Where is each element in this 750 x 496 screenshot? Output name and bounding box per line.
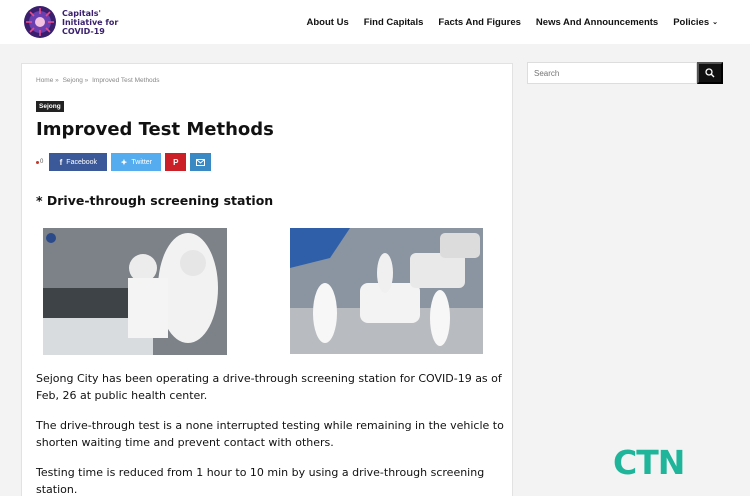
- twitter-share-label: Twitter: [131, 158, 152, 166]
- breadcrumb-category[interactable]: Sejong: [62, 77, 83, 84]
- share-count-icon: [36, 161, 39, 164]
- pinterest-icon: P: [173, 157, 179, 167]
- logo-line: Capitals': [62, 8, 101, 18]
- article-paragraph: Sejong City has been operating a drive-through screening station for COVID-19 as of Feb, 26 at public health center.: [36, 372, 502, 402]
- breadcrumb-current: Improved Test Methods: [92, 77, 160, 84]
- article-paragraph: The drive-through test is a none interrupted testing while remaining in the vehicle to shorten waiting time and prevent contact with others.: [36, 419, 504, 449]
- page-title: Improved Test Methods: [36, 119, 274, 140]
- email-share-button[interactable]: [190, 153, 211, 171]
- breadcrumb: [36, 77, 162, 84]
- photo-health-worker-testing-driver: [43, 228, 227, 355]
- search-input[interactable]: [527, 62, 697, 84]
- facebook-share-label: Facebook: [66, 158, 98, 166]
- nav-facts-and-figures[interactable]: Facts And Figures: [438, 16, 521, 28]
- nav-policies-label: Policies: [673, 16, 710, 28]
- nav-policies[interactable]: [673, 17, 718, 28]
- section-heading: * Drive-through screening station: [36, 193, 274, 208]
- logo-line: COVID-19: [62, 26, 105, 36]
- pinterest-share-button[interactable]: [165, 153, 186, 171]
- photo-illustration: [43, 228, 227, 355]
- breadcrumb-home[interactable]: Home: [36, 77, 54, 84]
- logo-text: [62, 9, 118, 36]
- twitter-share-button[interactable]: [111, 153, 161, 171]
- breadcrumb-separator: »: [84, 77, 89, 84]
- twitter-icon: ✦: [120, 157, 128, 167]
- article-paragraph: Testing time is reduced from 1 hour to 10 min by using a drive-through screening station.: [36, 466, 485, 496]
- chevron-down-icon: ⌄: [712, 19, 718, 26]
- breadcrumb-separator: »: [55, 77, 59, 84]
- share-count-value: 0: [40, 159, 44, 165]
- photo-drive-through-station: [290, 228, 483, 354]
- facebook-share-button[interactable]: [49, 153, 107, 171]
- nav-news-and-announcements[interactable]: News And Announcements: [535, 16, 659, 28]
- category-badge[interactable]: Sejong: [36, 101, 64, 112]
- photo-illustration: [290, 228, 483, 354]
- site-header: [0, 0, 750, 44]
- article-card: [21, 63, 513, 496]
- logo-line: Initiative for: [62, 17, 119, 27]
- covid-virus-logo-icon: [23, 5, 57, 39]
- nav-about-us[interactable]: About Us: [306, 16, 349, 28]
- search-icon: [705, 68, 715, 78]
- facebook-icon: f: [59, 157, 63, 167]
- search-button[interactable]: [697, 62, 723, 84]
- share-count: [36, 159, 43, 165]
- ctn-watermark-text: CTN: [613, 444, 685, 478]
- main-nav: [292, 0, 718, 44]
- ctn-watermark-logo: [613, 444, 687, 478]
- share-bar: [36, 153, 215, 171]
- nav-find-capitals[interactable]: Find Capitals: [363, 16, 424, 28]
- envelope-icon: [196, 159, 205, 166]
- site-logo[interactable]: [23, 4, 133, 40]
